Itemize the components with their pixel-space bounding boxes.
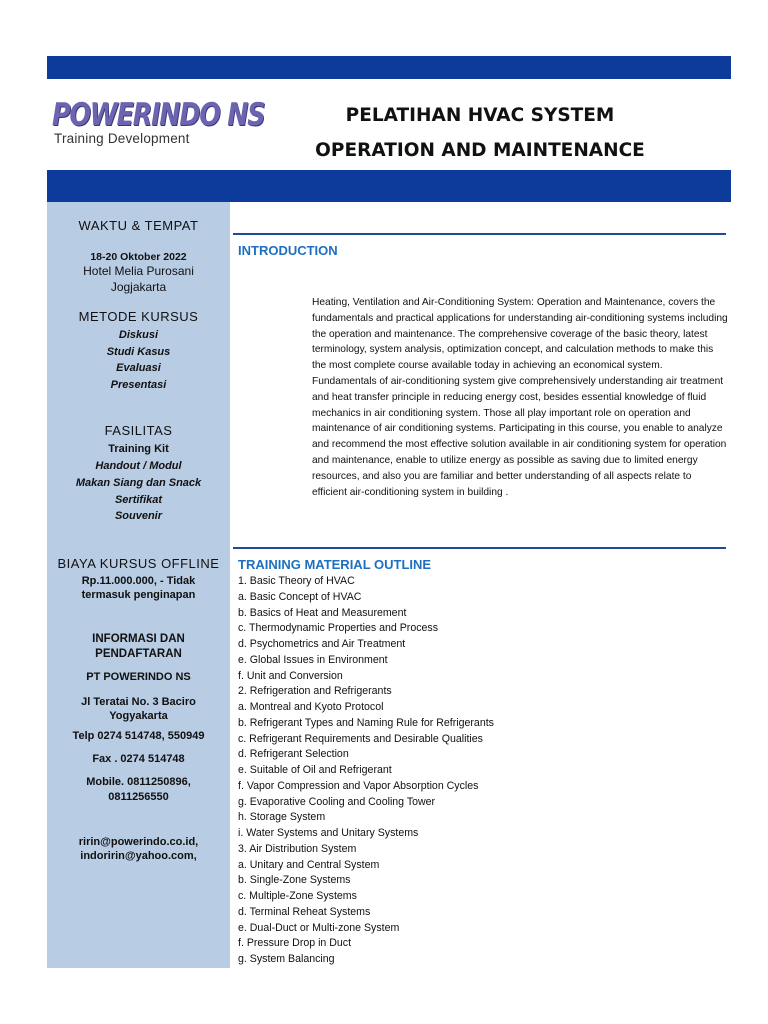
outline-item: e. Dual-Duct or Multi-zone System: [238, 921, 400, 934]
metode-item: Evaluasi: [116, 362, 161, 374]
info-heading-line2: PENDAFTARAN: [95, 648, 182, 660]
page-title-line1: PELATIHAN HVAC SYSTEM: [345, 105, 615, 126]
biaya-note: termasuk penginapan: [81, 589, 196, 601]
venue-line1: Hotel Melia Purosani: [83, 264, 194, 278]
header-divider-bar: [47, 170, 731, 202]
info-heading-line1: INFORMASI DAN: [92, 633, 185, 645]
fax: Fax . 0274 514748: [92, 753, 185, 765]
outline-item: 3. Air Distribution System: [238, 842, 357, 855]
outline-item: a. Basic Concept of HVAC: [238, 590, 362, 603]
address-line2: Yogyakarta: [109, 710, 168, 722]
outline-item: b. Single-Zone Systems: [238, 874, 351, 887]
outline-item: 2. Refrigeration and Refrigerants: [238, 685, 392, 698]
logo-subtitle: Training Development: [54, 131, 190, 146]
info-sidebar: [47, 202, 230, 968]
outline-item: f. Vapor Compression and Vapor Absorption Cycles: [238, 779, 479, 792]
mobile-line2: 0811256550: [108, 791, 169, 803]
outline-item: e. Global Issues in Environment: [238, 653, 388, 666]
outline-item: d. Refrigerant Selection: [238, 748, 349, 761]
intro-rule: [233, 233, 726, 235]
event-date: 18-20 Oktober 2022: [90, 251, 187, 263]
outline-item: c. Thermodynamic Properties and Process: [238, 622, 438, 635]
outline-item: a. Unitary and Central System: [238, 858, 380, 871]
intro-heading: INTRODUCTION: [238, 243, 338, 258]
outline-item: f. Pressure Drop in Duct: [238, 937, 352, 950]
logo-name: POWERINDO NS: [52, 97, 265, 133]
metode-item: Diskusi: [118, 329, 159, 341]
venue-line2: Jogjakarta: [110, 280, 167, 294]
mobile-line1: Mobile. 0811250896,: [86, 776, 191, 788]
outline-item: i. Water Systems and Unitary Systems: [238, 827, 419, 839]
email-link[interactable]: indoririn@yahoo.com,: [80, 850, 197, 862]
fasilitas-heading: FASILITAS: [104, 423, 173, 438]
biaya-price: Rp.11.000.000, - Tidak: [81, 575, 196, 587]
outline-heading: TRAINING MATERIAL OUTLINE: [238, 557, 432, 572]
company-name: PT POWERINDO NS: [86, 671, 191, 683]
outline-rule: [233, 547, 726, 549]
outline-item: c. Multiple-Zone Systems: [238, 890, 357, 902]
outline-item: 1. Basic Theory of HVAC: [238, 575, 355, 587]
outline-item: g. Evaporative Cooling and Cooling Tower: [238, 795, 436, 808]
outline-list: [238, 574, 494, 968]
outline-item: d. Psychometrics and Air Treatment: [238, 638, 406, 650]
fasilitas-item: Souvenir: [114, 510, 163, 522]
fasilitas-item: Makan Siang dan Snack: [75, 477, 202, 489]
intro-paragraph: Heating, Ventilation and Air-Conditioning System: Operation and Maintenance, covers the fundamentals and practical applications for understanding air-conditioning systems including the operation and maintenance. The comprehensive coverage of the basic theory, latest terminology, system analysis, optimization concept, and calculation methods to make this the most complete course available today in achieving an economical system. Fundamentals of air-conditioning system give comprehensively understanding air treatment and heat transfer principle in reducing energy cost, besides essential knowledge of fluid mechanics in air conditioning system. Those all play important role on operation and maintenance of air conditioning systems. Participating in this course, you enable to analyze and recommend the most effective solution available in air conditioning system for operation and maintenance, enable to utilize energy as possible as saving due to limited energy resources, and also you are familiar and better understanding of all aspects relate to efficient air-conditioning system in building .: [312, 297, 728, 498]
metode-heading: METODE KURSUS: [78, 309, 199, 324]
outline-item: e. Suitable of Oil and Refrigerant: [238, 764, 392, 776]
powerindo-logo: [52, 97, 265, 146]
telp: Telp 0274 514748, 550949: [72, 730, 205, 742]
fasilitas-item: Handout / Modul: [95, 460, 182, 472]
outline-item: d. Terminal Reheat Systems: [238, 905, 371, 918]
outline-item: h. Storage System: [238, 811, 326, 824]
email-link[interactable]: ririn@powerindo.co.id,: [78, 836, 199, 848]
top-banner-bar: [47, 56, 731, 79]
fasilitas-item: Sertifikat: [114, 494, 163, 506]
fasilitas-item: Training Kit: [108, 443, 169, 455]
outline-item: g. System Balancing: [238, 953, 335, 965]
biaya-heading: BIAYA KURSUS OFFLINE: [57, 556, 220, 571]
metode-item: Presentasi: [110, 379, 167, 391]
outline-item: b. Refrigerant Types and Naming Rule for Refrigerants: [238, 716, 494, 729]
metode-item: Studi Kasus: [106, 346, 171, 358]
outline-item: c. Refrigerant Requirements and Desirable Qualities: [238, 732, 483, 745]
waktu-heading: WAKTU & TEMPAT: [78, 218, 199, 233]
page-title-line2: OPERATION AND MAINTENANCE: [315, 140, 645, 161]
outline-item: f. Unit and Conversion: [238, 669, 343, 682]
outline-item: b. Basics of Heat and Measurement: [238, 606, 407, 619]
address-line1: Jl Teratai No. 3 Baciro: [81, 696, 196, 708]
outline-item: a. Montreal and Kyoto Protocol: [238, 701, 384, 713]
